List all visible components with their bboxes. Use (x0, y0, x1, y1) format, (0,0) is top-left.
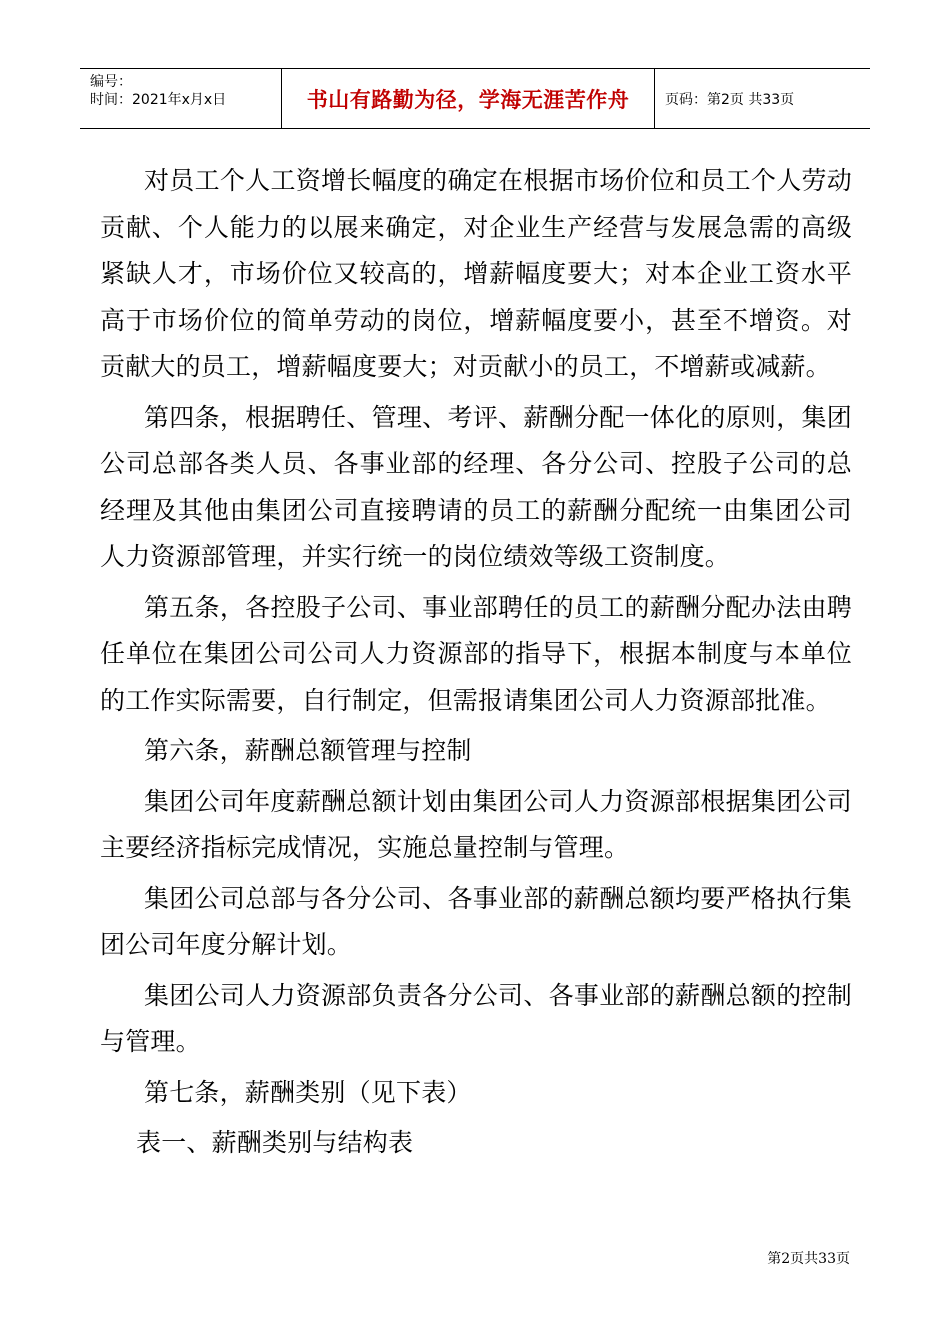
paragraph-article-7: 第七条，薪酬类别（见下表） (144, 1077, 472, 1107)
paragraph: 集团公司人力资源部负责各分公司、各事业部的薪酬总额的控制与管理。 (100, 980, 852, 1056)
date-label: 时间：2021年x月x日 (90, 92, 227, 108)
paragraph: 集团公司总部与各分公司、各事业部的薪酬总额均要严格执行集团公司年度分解计划。 (100, 883, 852, 959)
serial-number-label: 编号： (90, 74, 132, 90)
header-meta (80, 69, 282, 128)
paragraph-article-6: 第六条，薪酬总额管理与控制 (144, 736, 472, 765)
table-caption: 表一、薪酬类别与结构表 (136, 1128, 414, 1157)
header-motto: 书山有路勤为径，学海无涯苦作舟 (282, 69, 655, 128)
page-header (80, 68, 870, 129)
document-body (100, 158, 852, 1171)
paragraph: 集团公司年度薪酬总额计划由集团公司人力资源部根据集团公司主要经济指标完成情况，实施总量控制与管理。 (100, 786, 852, 862)
page-footer: 第2页共33页 (767, 1251, 850, 1267)
paragraph-article-4: 第四条，根据聘任、管理、考评、薪酬分配一体化的原则，集团公司总部各类人员、各事业部的经理、各分公司、控股子公司的总经理及其他由集团公司直接聘请的员工的薪酬分配统一由集团公司人力资源部管理，并实行统一的岗位绩效等级工资制度。 (100, 402, 852, 571)
paragraph-article-5: 第五条，各控股子公司、事业部聘任的员工的薪酬分配办法由聘任单位在集团公司公司人力资源部的指导下，根据本制度与本单位的工作实际需要，自行制定，但需报请集团公司人力资源部批准。 (100, 592, 852, 715)
paragraph: 对员工个人工资增长幅度的确定在根据市场价位和员工个人劳动贡献、个人能力的以展来确定，对企业生产经营与发展急需的高级紧缺人才，市场价位又较高的，增薪幅度要大；对本企业工资水平高于市场价位的简单劳动的岗位，增薪幅度要小，甚至不增资。对贡献大的员工，增薪幅度要大；对贡献小的员工，不增薪或减薪。 (100, 166, 852, 381)
header-page-info: 页码：第2页 共33页 (665, 91, 795, 108)
